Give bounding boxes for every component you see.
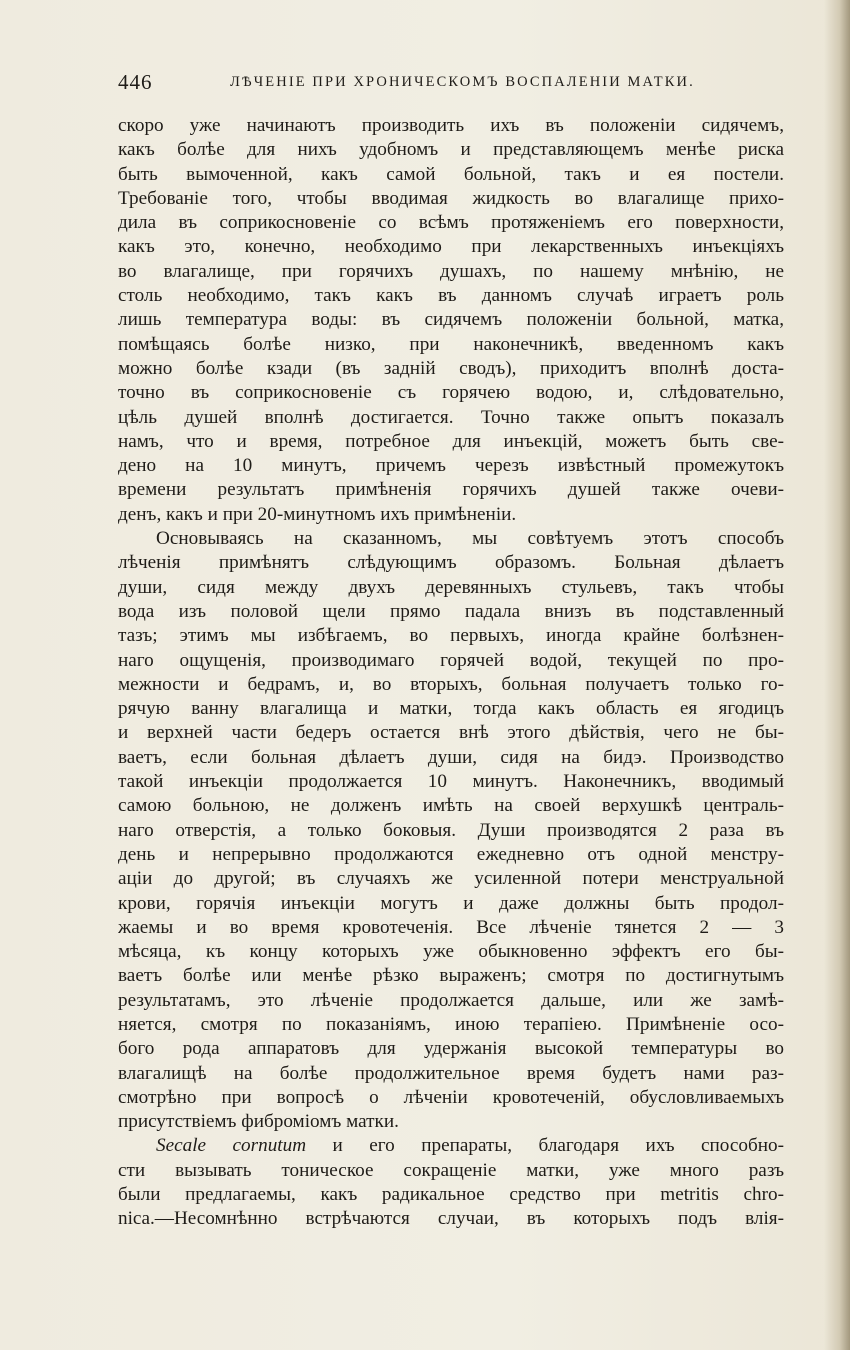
text-line: ваетъ болѣе или менѣе рѣзко выраженъ; смотря по достигнутымъ [118,965,784,987]
text-line: смотрѣно при вопросѣ о лѣченіи кровотеченій, обусловливаемыхъ [118,1086,784,1108]
text-line: ваетъ, если больная дѣлаетъ души, сидя на бидэ. Производство [118,746,784,768]
text-line: лишь температура воды: въ сидячемъ положеніи больной, матка, [118,309,784,331]
text-line [118,1134,784,1158]
text-line: няется, смотря по показаніямъ, иною терапіею. Примѣненіе осо- [118,1013,784,1035]
text-line: nica.—Несомнѣнно встрѣчаются случаи, въ которыхъ подъ влія- [118,1208,784,1230]
body-text [118,114,784,1232]
text-line: бого рода аппаратовъ для удержанія высокой температуры во [118,1038,784,1060]
text-line: жаемы и во время кровотеченія. Все лѣченіе тянется 2 — 3 [118,916,784,938]
text-line: какъ болѣе для нихъ удобномъ и представляющемъ менѣе риска [118,139,784,161]
text-line: намъ, что и время, потребное для инъекцій, можетъ быть све- [118,430,784,452]
text-line: были предлагаемы, какъ радикальное средство при metritis chro- [118,1184,784,1206]
text-line: скоро уже начинаютъ производить ихъ въ положеніи сидячемъ, [118,115,784,136]
text-line: мѣсяца, къ концу которыхъ уже обыкновенно эффектъ его бы- [118,941,784,963]
text-line: денъ, какъ и при 20-минутномъ ихъ примѣненіи. [118,503,517,525]
text-line: столь необходимо, такъ какъ въ данномъ случаѣ играетъ роль [118,285,784,307]
text-line: присутствіемъ фиброміомъ матки. [118,1111,399,1133]
text-line: влагалищѣ на болѣе продолжительное время будетъ нами раз- [118,1062,784,1084]
text-line: наго ощущенія, производимаго горячей водой, текущей по про- [118,649,784,671]
text-line: сти вызывать тоническое сокращеніе матки, уже много разъ [118,1159,784,1181]
page-number: 446 [118,70,153,94]
text-line: самою больною, не долженъ имѣть на своей верхушкѣ централь- [118,795,784,817]
text-line: времени результатъ примѣненія горячихъ душей также очеви- [118,479,784,501]
text-line: лѣченія примѣнятъ слѣдующимъ образомъ. Больная дѣлаетъ [118,552,784,574]
page-header [118,70,733,96]
text-line: во влагалище, при горячихъ душахъ, по нашему мнѣнію, не [118,260,784,282]
text-line: дено на 10 минутъ, причемъ черезъ извѣстный промежутокъ [118,455,784,477]
text-line: помѣщаясь болѣе низко, при наконечникѣ, введенномъ какъ [118,333,784,355]
running-title: ЛѢЧЕНІЕ ПРИ ХРОНИЧЕСКОМЪ ВОСПАЛЕНІИ МАТКИ. [230,74,695,90]
text-line: наго отверстія, а только боковыя. Души производятся 2 раза въ [118,819,784,841]
text-line: вода изъ половой щели прямо падала внизъ въ подставленный [118,600,784,622]
text-line: Основываясь на сказанномъ, мы совѣтуемъ этотъ способъ [156,528,784,550]
latin-term: Secale cornutum [156,1135,307,1157]
text-line: быть вымоченной, какъ самой больной, такъ и ея постели. [118,163,784,185]
text-line: межности и бедрамъ, и, во вторыхъ, больная получаетъ только го- [118,673,784,695]
text-line: результатамъ, это лѣченіе продолжается дальше, или же замѣ- [118,989,784,1011]
text-line: какъ это, конечно, необходимо при лекарственныхъ инъекціяхъ [118,236,784,258]
text-line: точно въ соприкосновеніе съ горячею водою, и, слѣдовательно, [118,382,784,404]
page-edge-shadow [824,0,850,1350]
text-line: Требованіе того, чтобы вводимая жидкость во влагалище прихо- [118,187,784,209]
text-line: и верхней части бедеръ остается внѣ этого дѣйствія, чего не бы- [118,722,784,744]
text-line: цѣль душей вполнѣ достигается. Точно также опытъ показалъ [118,406,784,428]
text-line: можно болѣе кзади (въ задній сводъ), приходитъ вполнѣ доста- [118,357,784,379]
text-line: души, сидя между двухъ деревянныхъ стульевъ, такъ чтобы [118,576,784,598]
text-line: такой инъекціи продолжается 10 минутъ. Наконечникъ, вводимый [118,771,784,793]
text-line: крови, горячія инъекціи могутъ и даже должны быть продол- [118,892,784,914]
text-line: дила въ соприкосновеніе со всѣмъ протяженіемъ его поверхности, [118,212,784,234]
text-line: день и непрерывно продолжаются ежедневно отъ одной менстру- [118,843,784,865]
text-line: тазъ; этимъ мы избѣгаемъ, во первыхъ, иногда крайне болѣзнен- [118,625,784,647]
text-line: аціи до другой; въ случаяхъ же усиленной потери менструальной [118,868,784,890]
text-line: рячую ванну влагалища и матки, тогда какъ область ея ягодицъ [118,698,784,720]
text-fragment: и его препараты, благодаря ихъ способно- [306,1135,784,1157]
